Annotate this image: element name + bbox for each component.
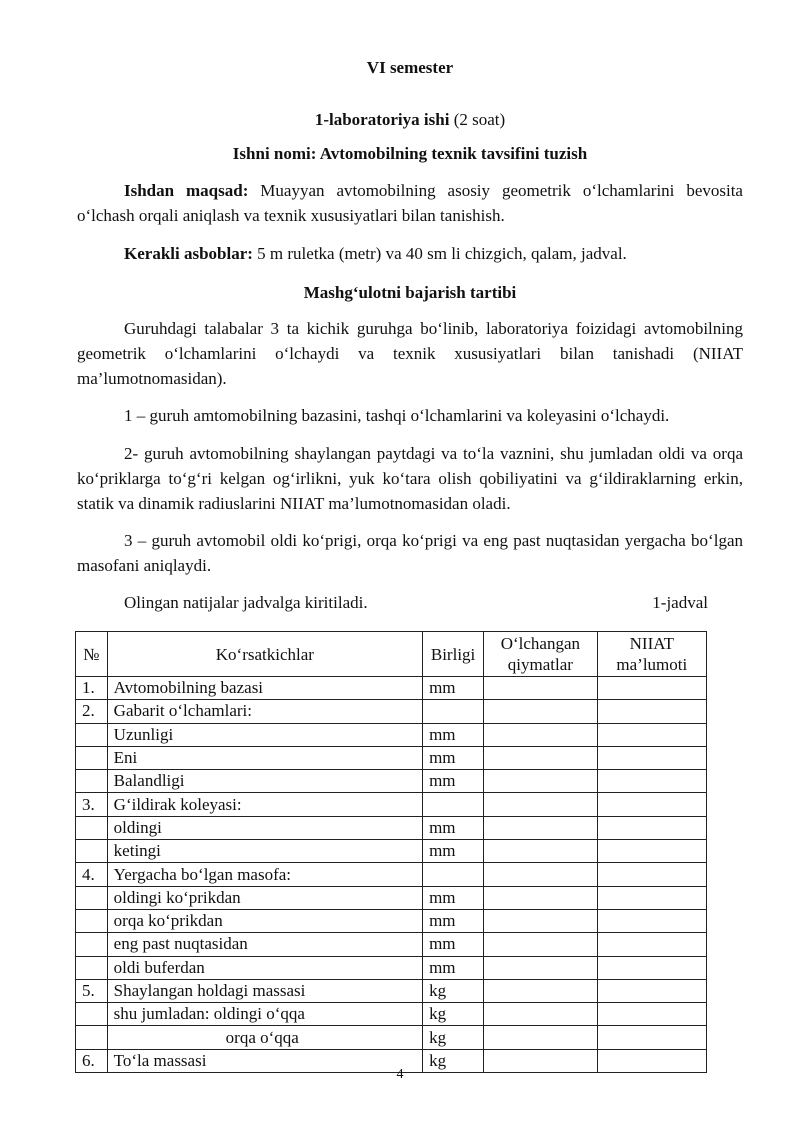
page-number: 4 <box>396 1067 404 1082</box>
row-unit: mm <box>423 886 484 909</box>
goal-paragraph <box>77 178 743 228</box>
row-indicator: ketingi <box>107 840 422 863</box>
work-name: Ishni nomi: Avtomobilning texnik tavsifini tuzish <box>232 144 588 163</box>
row-reference-cell[interactable] <box>597 840 706 863</box>
order-heading: Mashg‘ulotni bajarish tartibi <box>303 283 517 302</box>
row-measured-cell[interactable] <box>484 909 598 932</box>
row-measured-cell[interactable] <box>484 770 598 793</box>
table-body <box>76 677 707 1073</box>
row-indicator: oldingi <box>107 816 422 839</box>
row-indicator: orqa o‘qqa <box>107 1026 422 1049</box>
row-measured-cell[interactable] <box>484 816 598 839</box>
table-row <box>76 723 707 746</box>
table-row <box>76 700 707 723</box>
row-measured-cell[interactable] <box>484 1003 598 1026</box>
row-reference-cell[interactable] <box>597 770 706 793</box>
tools-label: Kerakli asboblar: <box>124 244 253 263</box>
row-indicator: Balandligi <box>107 770 422 793</box>
table-row <box>76 979 707 1002</box>
row-unit: mm <box>423 677 484 700</box>
row-number: 1. <box>76 677 108 700</box>
row-unit: mm <box>423 933 484 956</box>
row-indicator: Gabarit o‘lchamlari: <box>107 700 422 723</box>
table-row <box>76 909 707 932</box>
row-unit <box>423 700 484 723</box>
row-indicator: Shaylangan holdagi massasi <box>107 979 422 1002</box>
row-number <box>76 816 108 839</box>
table-row <box>76 793 707 816</box>
table-row <box>76 863 707 886</box>
row-unit: kg <box>423 1026 484 1049</box>
row-indicator: oldingi ko‘prikdan <box>107 886 422 909</box>
row-measured-cell[interactable] <box>484 746 598 769</box>
table-row <box>76 1026 707 1049</box>
row-reference-cell[interactable] <box>597 793 706 816</box>
row-indicator: oldi buferdan <box>107 956 422 979</box>
table-ref: 1-jadval <box>652 593 708 612</box>
row-reference-cell[interactable] <box>597 956 706 979</box>
goal-label: Ishdan maqsad: <box>124 181 249 200</box>
lab-hours: (2 soat) <box>449 110 506 129</box>
row-reference-cell[interactable] <box>597 1026 706 1049</box>
row-unit: mm <box>423 956 484 979</box>
header-no: № <box>76 632 108 677</box>
row-reference-cell[interactable] <box>597 723 706 746</box>
row-number <box>76 840 108 863</box>
semester-heading: VI semester <box>366 58 454 77</box>
group2-paragraph: 2- guruh avtomobilning shaylangan paytdagi va to‘la vaznini, shu jumladan oldi va orqa ko‘priklarga to‘g‘ri kelgan og‘irlikni, yuk ko‘tara olish qobiliyatini va g‘ildiraklarning erkin, statik va dinamik radiuslarini NIIAT ma’lumotnomasidan oladi. <box>77 444 743 513</box>
row-indicator: Avtomobilning bazasi <box>107 677 422 700</box>
row-unit: kg <box>423 1049 484 1072</box>
row-reference-cell[interactable] <box>597 816 706 839</box>
row-indicator: orqa ko‘prikdan <box>107 909 422 932</box>
row-measured-cell[interactable] <box>484 863 598 886</box>
row-unit: mm <box>423 723 484 746</box>
row-unit: kg <box>423 979 484 1002</box>
table-row <box>76 956 707 979</box>
header-indicator: Ko‘rsatkichlar <box>107 632 422 677</box>
row-measured-cell[interactable] <box>484 677 598 700</box>
row-reference-cell[interactable] <box>597 979 706 1002</box>
tools-text: 5 m ruletka (metr) va 40 sm li chizgich, qalam, jadval. <box>252 244 627 263</box>
row-number <box>76 886 108 909</box>
row-reference-cell[interactable] <box>597 909 706 932</box>
header-reference: NIIAT ma’lumoti <box>597 632 706 677</box>
table-row <box>76 746 707 769</box>
row-number: 3. <box>76 793 108 816</box>
row-reference-cell[interactable] <box>597 886 706 909</box>
row-indicator: eng past nuqtasidan <box>107 933 422 956</box>
tools-paragraph <box>77 241 743 266</box>
row-measured-cell[interactable] <box>484 886 598 909</box>
lab-title-bold: 1-laboratoriya ishi <box>314 110 450 129</box>
intro-paragraph: Guruhdagi talabalar 3 ta kichik guruhga bo‘linib, laboratoriya foizidagi avtomobilning geometrik o‘lchamlarini o‘lchaydi va texnik xususiyatlari bilan tanishadi (NIIAT ma’lumotnomasidan). <box>77 319 743 388</box>
group1-paragraph: 1 – guruh amtomobilning bazasini, tashqi o‘lchamlarini va koleyasini o‘lchaydi. <box>124 406 670 425</box>
row-number: 6. <box>76 1049 108 1072</box>
table-header-row <box>76 632 707 677</box>
row-number <box>76 956 108 979</box>
header-unit: Birligi <box>423 632 484 677</box>
table-row <box>76 770 707 793</box>
row-measured-cell[interactable] <box>484 933 598 956</box>
row-number <box>76 746 108 769</box>
row-reference-cell[interactable] <box>597 863 706 886</box>
row-indicator: To‘la massasi <box>107 1049 422 1072</box>
row-measured-cell[interactable] <box>484 793 598 816</box>
row-number: 5. <box>76 979 108 1002</box>
row-unit: kg <box>423 1003 484 1026</box>
table-row <box>76 840 707 863</box>
goal-text: Muayyan avtomobilning asosiy geometrik o‘lchamlarini bevosita o‘lchash orqali aniqlash va texnik xususiyatlari bilan tanishish. <box>77 181 743 225</box>
row-indicator: shu jumladan: oldingi o‘qqa <box>107 1003 422 1026</box>
row-reference-cell[interactable] <box>597 677 706 700</box>
row-reference-cell[interactable] <box>597 1003 706 1026</box>
row-measured-cell[interactable] <box>484 956 598 979</box>
row-unit <box>423 863 484 886</box>
row-number <box>76 933 108 956</box>
results-table <box>75 631 707 1073</box>
row-number <box>76 909 108 932</box>
row-indicator: Yergacha bo‘lgan masofa: <box>107 863 422 886</box>
table-row <box>76 677 707 700</box>
table-row <box>76 933 707 956</box>
row-number <box>76 1026 108 1049</box>
row-unit: mm <box>423 909 484 932</box>
table-row <box>76 1003 707 1026</box>
row-indicator: Eni <box>107 746 422 769</box>
row-measured-cell[interactable] <box>484 1026 598 1049</box>
table-row <box>76 886 707 909</box>
row-reference-cell[interactable] <box>597 746 706 769</box>
row-number <box>76 770 108 793</box>
table-note-text: Olingan natijalar jadvalga kiritiladi. <box>124 593 368 612</box>
row-indicator: Uzunligi <box>107 723 422 746</box>
header-measured: O‘lchangan qiymatlar <box>484 632 598 677</box>
row-unit: mm <box>423 816 484 839</box>
lab-title <box>77 110 743 130</box>
row-measured-cell[interactable] <box>484 723 598 746</box>
row-measured-cell[interactable] <box>484 979 598 1002</box>
table-row <box>76 816 707 839</box>
row-number: 4. <box>76 863 108 886</box>
row-reference-cell[interactable] <box>597 700 706 723</box>
group3-paragraph: 3 – guruh avtomobil oldi ko‘prigi, orqa ko‘prigi va eng past nuqtasidan yergacha bo‘lgan masofani aniqlaydi. <box>77 531 743 575</box>
row-unit: mm <box>423 840 484 863</box>
row-reference-cell[interactable] <box>597 933 706 956</box>
row-measured-cell[interactable] <box>484 700 598 723</box>
row-number: 2. <box>76 700 108 723</box>
row-number <box>76 1003 108 1026</box>
row-number <box>76 723 108 746</box>
row-measured-cell[interactable] <box>484 840 598 863</box>
row-indicator: G‘ildirak koleyasi: <box>107 793 422 816</box>
row-unit <box>423 793 484 816</box>
row-unit: mm <box>423 770 484 793</box>
row-unit: mm <box>423 746 484 769</box>
